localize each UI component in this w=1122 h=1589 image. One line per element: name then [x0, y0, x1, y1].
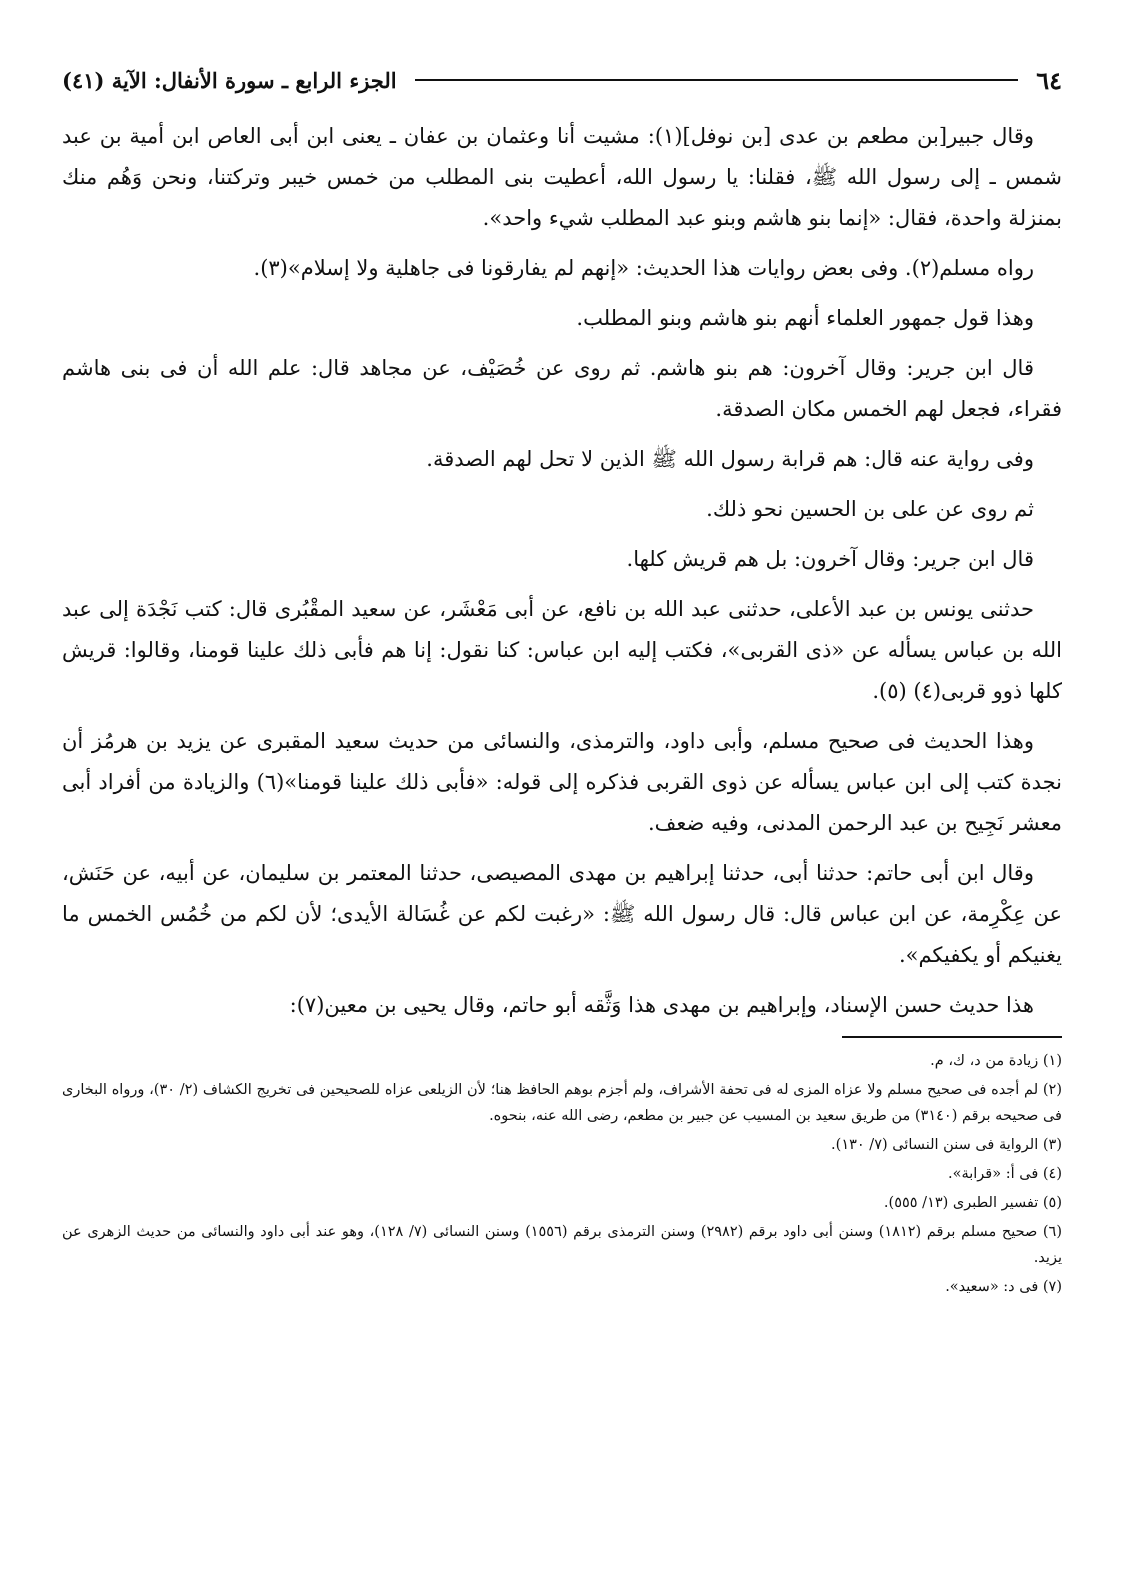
book-page — [62, 58, 1062, 1538]
footnotes — [62, 1048, 1062, 1300]
paragraph: وقال جبير[بن مطعم بن عدى [بن نوفل](١): مشيت أنا وعثمان بن عفان ـ يعنى ابن أبى العاص ابن أمية بن عبد شمس ـ إلى رسول الله ﷺ، فقلنا: يا رسول الله، أعطيت بنى المطلب من خمس خيبر وتركتنا، ونحن وَهُم منك بمنزلة واحدة، فقال: «إنما بنو هاشم وبنو عبد المطلب شيء واحد». — [62, 124, 1062, 230]
footnote: (١) زيادة من د، ك، م. — [930, 1053, 1062, 1069]
footnote: (٤) فى أ: «قرابة». — [947, 1166, 1062, 1182]
paragraph: وهذا قول جمهور العلماء أنهم بنو هاشم وبنو المطلب. — [576, 306, 1034, 330]
page-header — [62, 58, 1062, 102]
paragraph: قال ابن جرير: وقال آخرون: هم بنو هاشم. ثم روى عن خُصَيْف، عن مجاهد قال: علم الله أن فى بنى هاشم فقراء، فجعل لهم الخمس مكان الصدقة. — [62, 356, 1062, 421]
paragraph: وقال ابن أبى حاتم: حدثنا أبى، حدثنا إبراهيم بن مهدى المصيصى، حدثنا المعتمر بن سليمان، عن أبيه، عن حَنَش، عن عِكْرِمة، عن ابن عباس قال: قال رسول الله ﷺ: «رغبت لكم عن غُسَالة الأيدى؛ لأن لكم من خُمُس الخمس ما يغنيكم أو يكفيكم». — [62, 861, 1062, 967]
paragraph: حدثنى يونس بن عبد الأعلى، حدثنى عبد الله بن نافع، عن أبى مَعْشَر، عن سعيد المقْبُرى قال: كتب نَجْدَة إلى عبد الله بن عباس يسأله عن «ذى القربى»، فكتب إليه ابن عباس: كنا نقول: إنا هم فأبى ذلك علينا قومنا، وقالوا: قريش كلها ذوو قربى(٤) (٥). — [62, 597, 1062, 703]
main-text — [62, 116, 1062, 1026]
footnote: (٥) تفسير الطبرى (١٣/ ٥٥٥). — [883, 1195, 1062, 1211]
paragraph: قال ابن جرير: وقال آخرون: بل هم قريش كلها. — [626, 547, 1034, 571]
paragraph: ثم روى عن على بن الحسين نحو ذلك. — [706, 497, 1034, 521]
running-title: الجزء الرابع ـ سورة الأنفال: الآية (٤١) — [62, 67, 397, 93]
paragraph: رواه مسلم(٢). وفى بعض روايات هذا الحديث: «إنهم لم يفارقونا فى جاهلية ولا إسلام»(٣). — [253, 256, 1034, 280]
footnote: (٢) لم أجده فى صحيح مسلم ولا عزاه المزى له فى تحفة الأشراف، ولم أجزم بوهم الحافظ هنا؛ لأن الزيلعى عزاه للصحيحين فى تخريج الكشاف (٢/ ٣٠)، ورواه البخارى فى صحيحه برقم (٣١٤٠) من طريق سعيد بن المسيب عن جبير بن مطعم، رضى الله عنه، بنحوه. — [62, 1082, 1063, 1124]
header-rule — [415, 79, 1019, 81]
page-number: ٦٤ — [1036, 65, 1062, 95]
footnote: (٣) الرواية فى سنن النسائى (٧/ ١٣٠). — [831, 1137, 1062, 1153]
paragraph: وفى رواية عنه قال: هم قرابة رسول الله ﷺ الذين لا تحل لهم الصدقة. — [426, 447, 1034, 471]
paragraph: وهذا الحديث فى صحيح مسلم، وأبى داود، والترمذى، والنسائى من حديث سعيد المقبرى عن يزيد بن هرمُز أن نجدة كتب إلى ابن عباس يسأله عن ذوى القربى فذكره إلى قوله: «فأبى ذلك علينا قومنا»(٦) والزيادة من أفراد أبى معشر نَجِيح بن عبد الرحمن المدنى، وفيه ضعف. — [62, 729, 1062, 835]
footnote: (٧) فى د: «سعيد». — [945, 1279, 1062, 1295]
footnote: (٦) صحيح مسلم برقم (١٨١٢) وسنن أبى داود برقم (٢٩٨٢) وسنن الترمذى برقم (١٥٥٦) وسنن النسائى (٧/ ١٢٨)، وهو عند أبى داود والنسائى من حديث الزهرى عن يزيد. — [62, 1224, 1063, 1266]
paragraph: هذا حديث حسن الإسناد، وإبراهيم بن مهدى هذا وَثَّقه أبو حاتم، وقال يحيى بن معين(٧): — [289, 993, 1034, 1017]
footnote-divider — [842, 1036, 1062, 1038]
